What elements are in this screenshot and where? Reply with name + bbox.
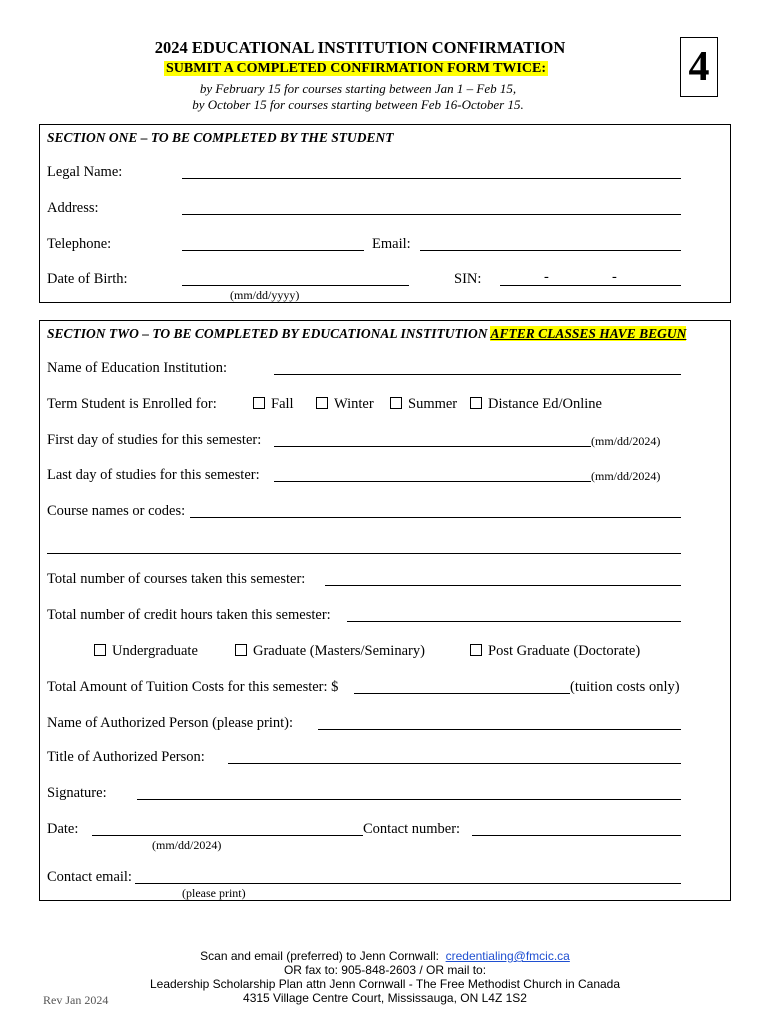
checkbox-icon[interactable] (94, 644, 106, 656)
checkbox-icon[interactable] (316, 397, 328, 409)
signature-field[interactable] (137, 799, 681, 800)
last-day-field[interactable] (274, 481, 591, 482)
term-option-online[interactable] (470, 396, 602, 413)
email-field[interactable] (420, 250, 681, 251)
sin-label: SIN: (454, 271, 482, 287)
deadline-line-2: by October 15 for courses starting between Feb 16-October 15. (192, 97, 524, 112)
submit-notice (0, 61, 712, 77)
level-option-undergraduate-label: Undergraduate (112, 643, 198, 659)
contact-email-field[interactable] (135, 883, 681, 884)
contact-email-hint: (please print) (182, 886, 246, 900)
level-option-postgraduate-label: Post Graduate (Doctorate) (488, 643, 641, 659)
checkbox-icon[interactable] (470, 644, 482, 656)
date-field[interactable] (92, 835, 363, 836)
section-one-heading: SECTION ONE – TO BE COMPLETED BY THE STUDENT (47, 130, 394, 145)
courses-field[interactable] (190, 517, 681, 518)
tuition-field[interactable] (354, 693, 570, 694)
sin-separator-1: - (544, 269, 549, 285)
contact-number-field[interactable] (472, 835, 681, 836)
first-day-label: First day of studies for this semester: (47, 432, 262, 448)
credit-hours-label: Total number of credit hours taken this semester: (47, 607, 331, 623)
footer-line-2: OR fax to: 905-848-2603 / OR mail to: (283, 963, 487, 977)
checkbox-icon[interactable] (470, 397, 482, 409)
credentialing-email-link[interactable]: credentialing@fmcic.ca (445, 949, 570, 963)
courses-label: Course names or codes: (47, 503, 186, 519)
email-label: Email: (372, 236, 411, 252)
level-option-graduate[interactable] (235, 643, 425, 660)
sin-field[interactable] (500, 285, 681, 286)
footer-line-3: Leadership Scholarship Plan attn Jenn Cornwall - The Free Methodist Church in Canada (149, 977, 621, 991)
level-option-postgraduate[interactable] (470, 643, 640, 660)
term-option-summer[interactable] (390, 396, 457, 413)
checkbox-icon[interactable] (390, 397, 402, 409)
last-day-hint: (mm/dd/2024) (591, 469, 661, 483)
telephone-label: Telephone: (47, 236, 112, 252)
form-title: 2024 EDUCATIONAL INSTITUTION CONFIRMATION (154, 38, 566, 57)
date-hint: (mm/dd/2024) (152, 838, 222, 852)
term-option-summer-label: Summer (408, 396, 458, 412)
address-field[interactable] (182, 214, 681, 215)
legal-name-field[interactable] (182, 178, 681, 179)
term-option-fall-label: Fall (271, 396, 294, 412)
courses-field-line-2[interactable] (47, 553, 681, 554)
term-option-online-label: Distance Ed/Online (488, 396, 602, 412)
deadline-line-1: by February 15 for courses starting between Jan 1 – Feb 15, (199, 81, 517, 96)
section-two (39, 320, 731, 901)
sin-separator-2: - (612, 269, 617, 285)
submit-notice-text: SUBMIT A COMPLETED CONFIRMATION FORM TWICE: (166, 61, 546, 76)
dob-field[interactable] (182, 285, 409, 286)
term-label: Term Student is Enrolled for: (47, 396, 217, 412)
footer-line-1-text: Scan and email (preferred) to Jenn Cornwall: (200, 949, 439, 963)
contact-email-label: Contact email: (47, 869, 132, 885)
section-two-heading-text: SECTION TWO – TO BE COMPLETED BY EDUCATIONAL INSTITUTION (47, 326, 491, 341)
level-option-graduate-label: Graduate (Masters/Seminary) (253, 643, 425, 659)
term-option-fall[interactable] (253, 396, 294, 413)
auth-title-field[interactable] (228, 763, 681, 764)
tuition-suffix: (tuition costs only) (570, 679, 680, 695)
revision-label: Rev Jan 2024 (43, 993, 109, 1007)
checkbox-icon[interactable] (235, 644, 247, 656)
tuition-label: Total Amount of Tuition Costs for this semester: $ (47, 679, 339, 695)
last-day-label: Last day of studies for this semester: (47, 467, 260, 483)
section-two-heading-highlight: AFTER CLASSES HAVE BEGUN (490, 326, 687, 341)
form-number-badge: 4 (680, 37, 718, 97)
first-day-field[interactable] (274, 446, 591, 447)
total-courses-label: Total number of courses taken this semester: (47, 571, 306, 587)
signature-label: Signature: (47, 785, 107, 801)
dob-label: Date of Birth: (47, 271, 128, 287)
total-courses-field[interactable] (325, 585, 681, 586)
footer-line-1 (0, 949, 770, 963)
term-option-winter-label: Winter (334, 396, 374, 412)
legal-name-label: Legal Name: (47, 164, 123, 180)
dob-hint: (mm/dd/yyyy) (230, 288, 300, 302)
address-label: Address: (47, 200, 99, 216)
level-option-undergraduate[interactable] (94, 643, 198, 660)
telephone-field[interactable] (182, 250, 364, 251)
auth-title-label: Title of Authorized Person: (47, 749, 205, 765)
date-label: Date: (47, 821, 79, 837)
institution-field[interactable] (274, 374, 681, 375)
section-two-heading (47, 326, 686, 342)
footer-line-4: 4315 Village Centre Court, Mississauga, ON L4Z 1S2 (243, 991, 527, 1005)
first-day-hint: (mm/dd/2024) (591, 434, 661, 448)
auth-name-field[interactable] (318, 729, 681, 730)
section-one (39, 124, 731, 303)
institution-label: Name of Education Institution: (47, 360, 228, 376)
auth-name-label: Name of Authorized Person (please print): (47, 715, 294, 731)
term-option-winter[interactable] (316, 396, 374, 413)
credit-hours-field[interactable] (347, 621, 681, 622)
checkbox-icon[interactable] (253, 397, 265, 409)
contact-number-label: Contact number: (363, 821, 461, 837)
